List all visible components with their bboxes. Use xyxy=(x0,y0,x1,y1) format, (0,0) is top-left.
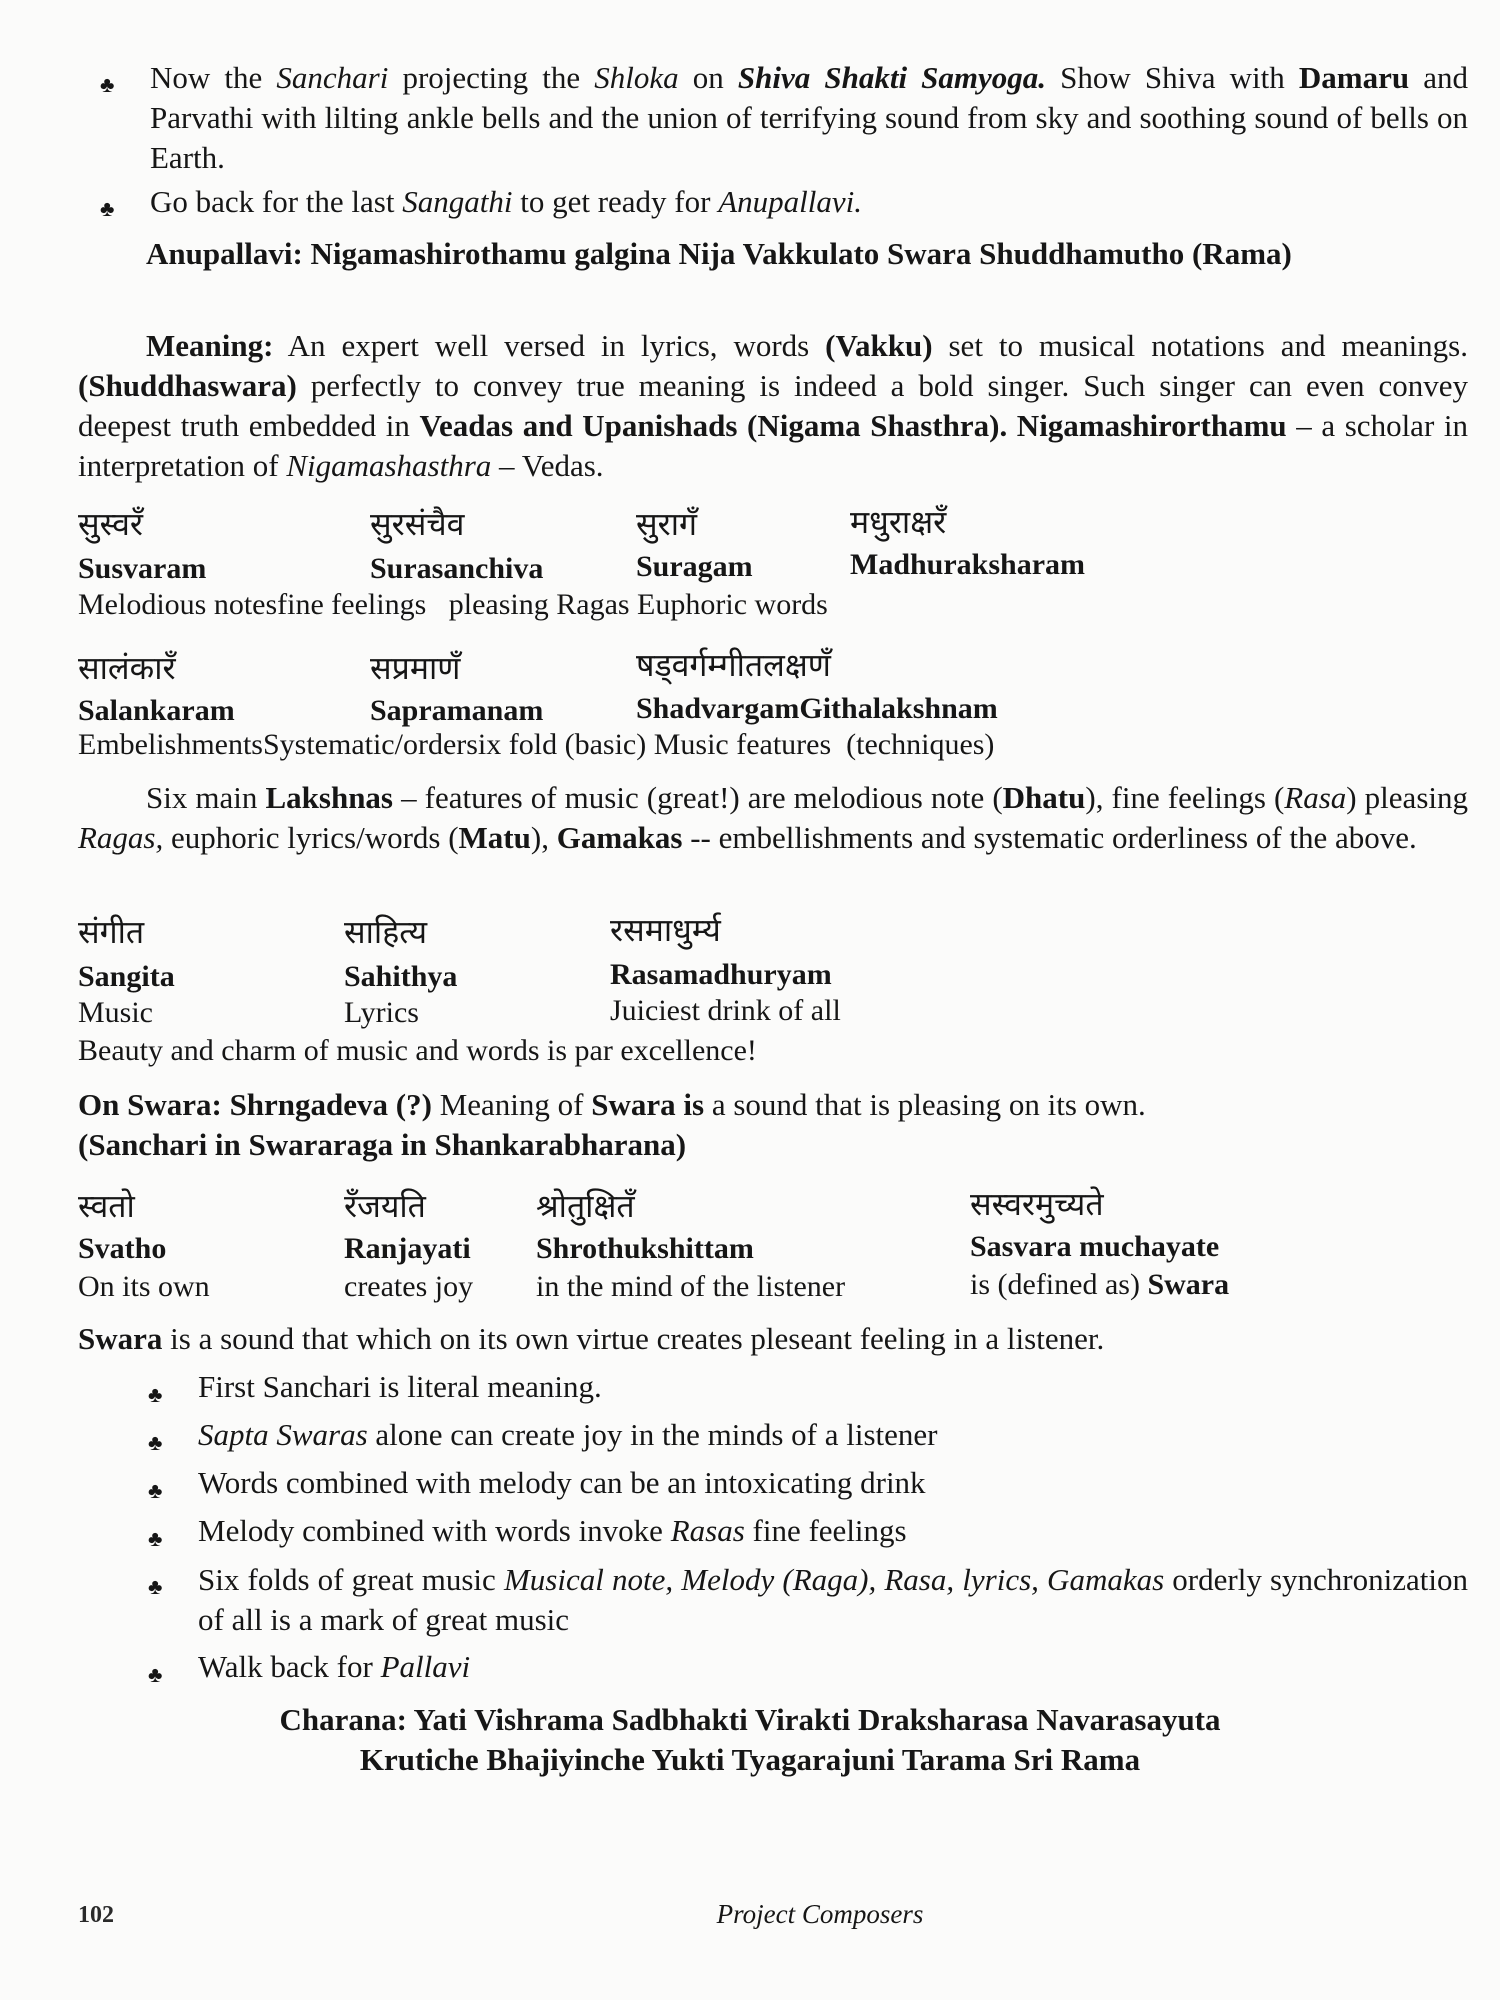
sanskrit-word: सस्वरमुच्यते xyxy=(970,1185,1104,1223)
sanskrit-word: षड्वर्गम्गीतलक्षणँ xyxy=(636,646,831,684)
transliteration: Shrothukshittam xyxy=(536,1232,754,1265)
transliteration: Rasamadhuryam xyxy=(610,958,832,991)
sanskrit-word: सुस्वरँ xyxy=(78,505,143,543)
on-swara-line: On Swara: Shrngadeva (?) Meaning of Swara is a sound that is pleasing on its own. xyxy=(78,1087,1146,1122)
intro-bullet-2: Go back for the last Sangathi to get ready for Anupallavi. xyxy=(150,184,862,219)
bullet-icon: ♣ xyxy=(148,1526,163,1551)
transliteration: Svatho xyxy=(78,1232,167,1265)
transliteration: Sasvara muchayate xyxy=(970,1230,1220,1263)
gloss-meaning: in the mind of the listener xyxy=(536,1270,846,1303)
gloss-summary: Beauty and charm of music and words is par excellence! xyxy=(78,1034,757,1067)
sanskrit-word: रँजयति xyxy=(344,1187,426,1225)
page-number: 102 xyxy=(78,1902,114,1928)
sanskrit-word: सुरागँ xyxy=(636,505,698,543)
bullet-icon: ♣ xyxy=(148,1574,163,1599)
bullet-icon: ♣ xyxy=(148,1478,163,1503)
intro-bullet-1: Now the Sanchari projecting the Shloka on Shiva Shakti Samyoga. Show Shiva with Damaru and Parvathi with lilting ankle bells and the union of terrifying sound from sky and soothing sound of bells on Earth. xyxy=(150,60,1468,175)
bullet-icon: ♣ xyxy=(148,1662,163,1687)
gloss-meaning: Juiciest drink of all xyxy=(610,994,841,1027)
anupallavi-line: Anupallavi: Nigamashirothamu galgina Nija Vakkulato Swara Shuddhamutho (Rama) xyxy=(146,236,1292,271)
bullet-icon: ♣ xyxy=(148,1430,163,1455)
gloss-meaning: EmbelishmentsSystematic/ordersix fold (basic) Music features (techniques) xyxy=(78,728,995,761)
gloss-meaning: creates joy xyxy=(344,1270,474,1303)
sanskrit-word: स्वतो xyxy=(78,1187,135,1225)
charana-line-2: Krutiche Bhajiyinche Yukti Tyagarajuni Tarama Sri Rama xyxy=(359,1742,1141,1777)
gloss-meaning: Lyrics xyxy=(344,996,419,1029)
list-item: First Sanchari is literal meaning. xyxy=(198,1369,602,1404)
gloss-meaning: is (defined as) Swara xyxy=(970,1268,1230,1301)
sanskrit-word: साहित्य xyxy=(344,913,428,951)
transliteration: Sangita xyxy=(78,960,175,993)
sanskrit-word: श्रोतुक्षितँ xyxy=(536,1187,635,1225)
transliteration: Sahithya xyxy=(344,960,458,993)
transliteration: Suragam xyxy=(636,550,753,583)
bullet-icon: ♣ xyxy=(100,72,115,97)
transliteration: Susvaram xyxy=(78,552,207,585)
meaning-paragraph: Meaning: An expert well versed in lyrics, words (Vakku) set to musical notations and meanings. (Shuddhaswara) perfectly to convey true meaning is indeed a bold singer. Such singer can even convey deepest truth embedded in Veadas and Upanishads (Nigama Shasthra). Nigamashirorthamu – a scholar in interpretation of Nigamashasthra – Vedas. xyxy=(78,328,1468,483)
list-item: Words combined with melody can be an intoxicating drink xyxy=(198,1465,926,1500)
transliteration: Ranjayati xyxy=(344,1232,471,1265)
bullet-icon: ♣ xyxy=(148,1382,163,1407)
swara-definition: Swara is a sound that which on its own virtue creates pleseant feeling in a listener. xyxy=(78,1321,1105,1356)
book-title: Project Composers xyxy=(716,1899,924,1929)
sanskrit-word: सालंकारँ xyxy=(78,649,176,687)
sanskrit-word: सप्रमाणँ xyxy=(370,649,461,687)
lakshnas-paragraph: Six main Lakshnas – features of music (great!) are melodious note (Dhatu), fine feelings (Rasa) pleasing Ragas, euphoric lyrics/words (Matu), Gamakas -- embellishments and systematic orderliness of the above. xyxy=(78,780,1468,855)
charana-line-1: Charana: Yati Vishrama Sadbhakti Virakti Draksharasa Navarasayuta xyxy=(279,1702,1221,1737)
transliteration: Madhuraksharam xyxy=(850,548,1086,581)
on-swara-subline: (Sanchari in Swararaga in Shankarabharana) xyxy=(78,1127,687,1162)
sanskrit-word: सुरसंचैव xyxy=(370,505,465,543)
sanskrit-word: संगीत xyxy=(78,913,145,951)
gloss-meaning: Music xyxy=(78,996,153,1029)
bullet-icon: ♣ xyxy=(100,196,115,221)
list-item: Walk back for Pallavi xyxy=(198,1649,471,1684)
gloss-meaning: On its own xyxy=(78,1270,210,1303)
gloss-meaning: Melodious notesfine feelings pleasing Ragas Euphoric words xyxy=(78,588,828,621)
transliteration: Surasanchiva xyxy=(370,552,544,585)
transliteration: Sapramanam xyxy=(370,694,544,727)
list-item: Melody combined with words invoke Rasas fine feelings xyxy=(198,1513,907,1548)
sanskrit-word: रसमाधुर्म्य xyxy=(610,911,721,949)
transliteration: ShadvargamGithalakshnam xyxy=(636,692,998,725)
transliteration: Salankaram xyxy=(78,694,235,727)
list-item: Six folds of great music Musical note, Melody (Raga), Rasa, lyrics, Gamakas orderly synchronization of all is a mark of great music xyxy=(198,1562,1468,1637)
list-item: Sapta Swaras alone can create joy in the minds of a listener xyxy=(198,1417,938,1452)
sanskrit-word: मधुराक्षरँ xyxy=(850,503,947,541)
